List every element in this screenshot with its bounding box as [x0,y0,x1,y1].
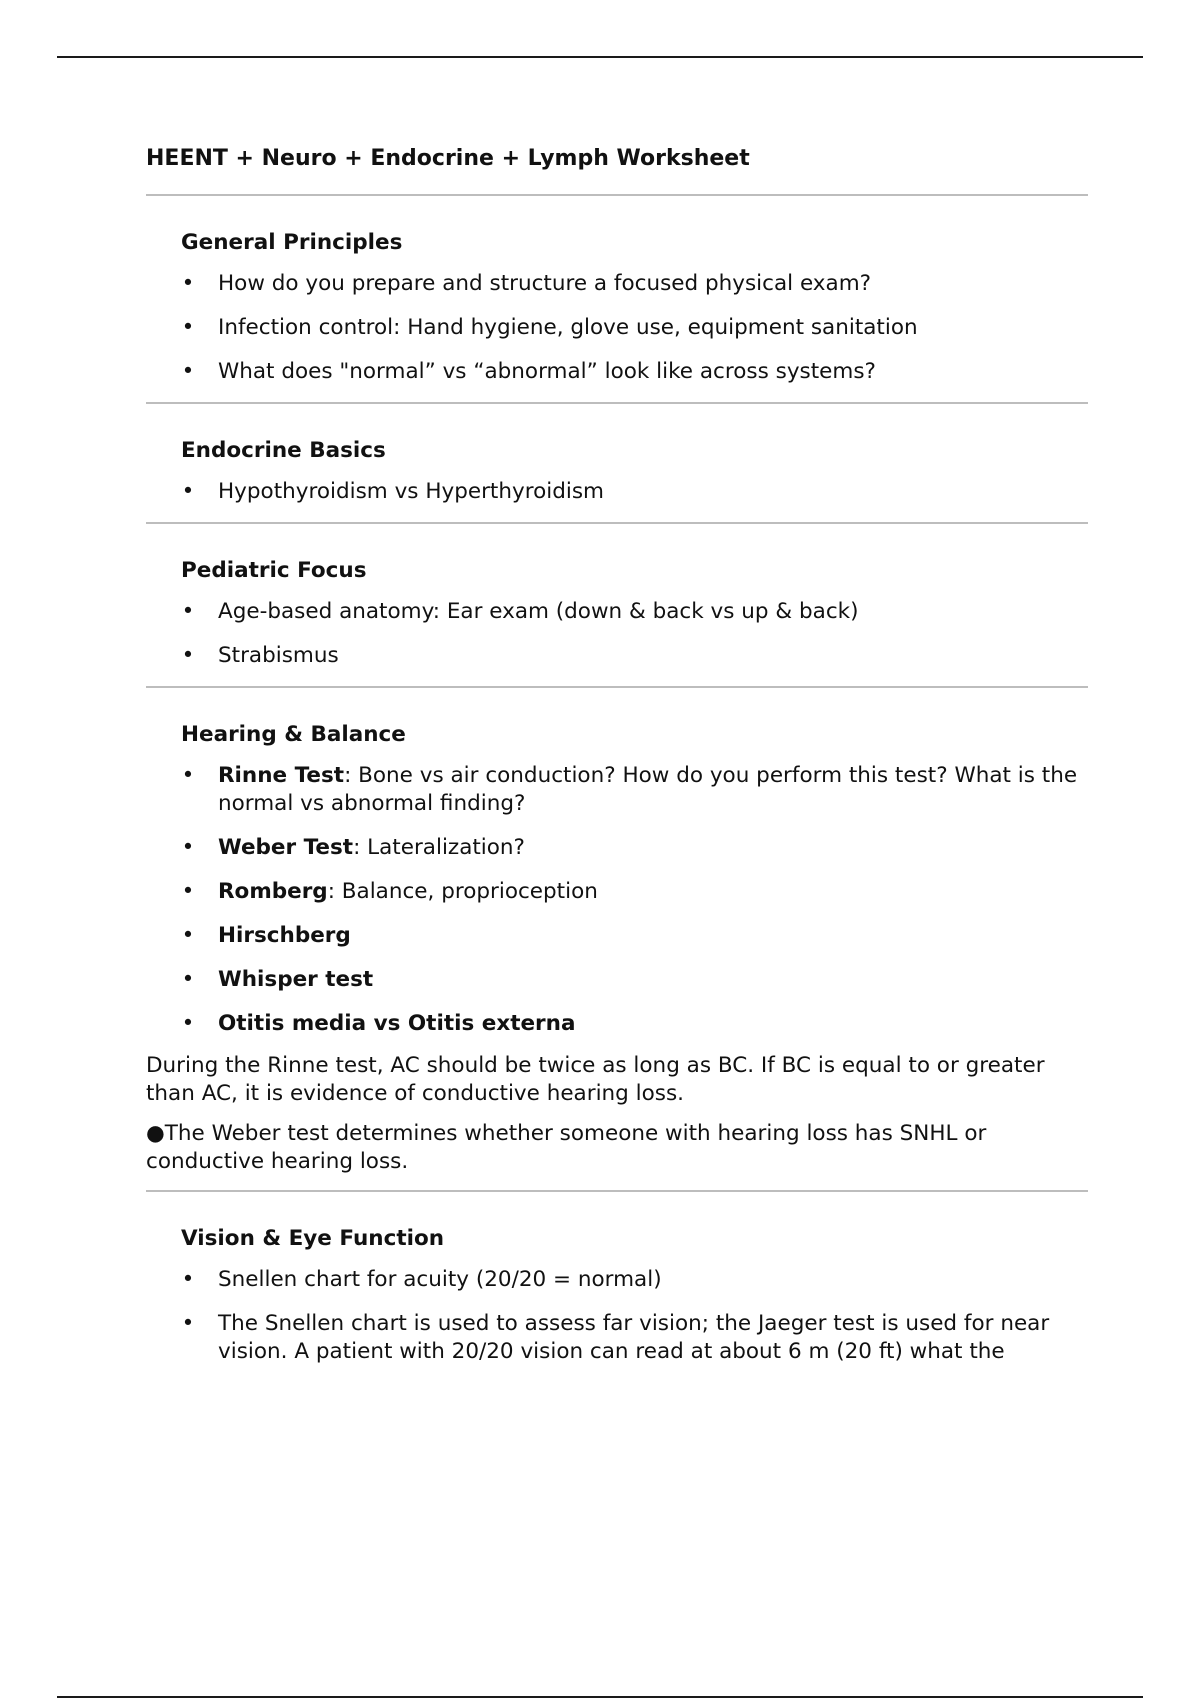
bullet-icon: • [181,479,195,504]
bullet-icon: • [181,835,195,860]
list-item-term: Weber Test [218,835,354,860]
section-heading: Endocrine Basics [181,438,386,463]
bullet-icon: • [181,315,195,340]
bullet-icon: • [181,879,195,904]
list-item [146,1266,1088,1294]
worksheet-content [146,132,1088,1382]
list-item [146,1310,1088,1366]
bullet-list [146,478,1088,506]
document-title: HEENT + Neuro + Endocrine + Lymph Worksheet [146,146,750,171]
bullet-icon: • [181,923,195,948]
bullet-icon: • [181,271,195,296]
section-endocrine-basics [146,404,1088,506]
section-heading: General Principles [181,230,403,255]
list-item-term: Otitis media vs Otitis externa [218,1011,576,1036]
bullet-icon: • [181,643,195,668]
bullet-icon: • [181,763,195,788]
list-item [146,834,1088,862]
list-item [146,358,1088,386]
list-item-text: How do you prepare and structure a focused physical exam? [218,271,872,296]
list-item [146,642,1088,670]
section-heading: Hearing & Balance [181,722,406,747]
page-bottom-rule [57,1696,1143,1698]
bullet-list [146,762,1088,1038]
list-item-text: Strabismus [218,643,339,668]
bullet-icon: • [181,1011,195,1036]
list-item-text: Age-based anatomy: Ear exam (down & back vs up & back) [218,599,859,624]
list-item-term: Hirschberg [218,923,351,948]
list-item-text: Infection control: Hand hygiene, glove use, equipment sanitation [218,315,918,340]
section-pediatric-focus [146,524,1088,670]
list-item [146,478,1088,506]
section-general-principles [146,196,1088,386]
list-item-text: : Balance, proprioception [327,879,598,904]
list-item-text: What does "normal” vs “abnormal” look like across systems? [218,359,876,384]
list-item [146,966,1088,994]
bullet-list [146,270,1088,386]
note-paragraph: During the Rinne test, AC should be twice as long as BC. If BC is equal to or greater than AC, it is evidence of conductive hearing loss. [146,1053,1045,1106]
section-hearing-balance [146,688,1088,1176]
section-vision-eye-function [146,1192,1088,1366]
list-item [146,922,1088,950]
section-heading: Pediatric Focus [181,558,367,583]
list-item-term: Romberg [218,879,328,904]
bullet-icon: • [181,967,195,992]
list-item [146,762,1088,818]
list-item [146,314,1088,342]
list-item-term: Rinne Test [218,763,345,788]
note-paragraph: ●The Weber test determines whether someone with hearing loss has SNHL or conductive hearing loss. [146,1121,987,1174]
list-item [146,1010,1088,1038]
section-heading: Vision & Eye Function [181,1226,445,1251]
bullet-list [146,1266,1088,1366]
list-item [146,270,1088,298]
list-item-term: Whisper test [218,967,374,992]
bullet-list [146,598,1088,670]
list-item [146,878,1088,906]
list-item-text: : Bone vs air conduction? How do you perform this test? What is the normal vs abnormal finding? [218,763,1078,816]
page-top-rule [57,56,1143,58]
list-item-text: Hypothyroidism vs Hyperthyroidism [218,479,604,504]
list-item-text: : Lateralization? [353,835,525,860]
bullet-icon: • [181,1311,195,1336]
bullet-icon: • [181,599,195,624]
list-item-text: Snellen chart for acuity (20/20 = normal) [218,1267,662,1292]
bullet-icon: • [181,359,195,384]
bullet-icon: • [181,1267,195,1292]
list-item [146,598,1088,626]
list-item-text: The Snellen chart is used to assess far vision; the Jaeger test is used for near vision. A patient with 20/20 vision can read at about 6 m (20 ft) what the [218,1311,1050,1364]
